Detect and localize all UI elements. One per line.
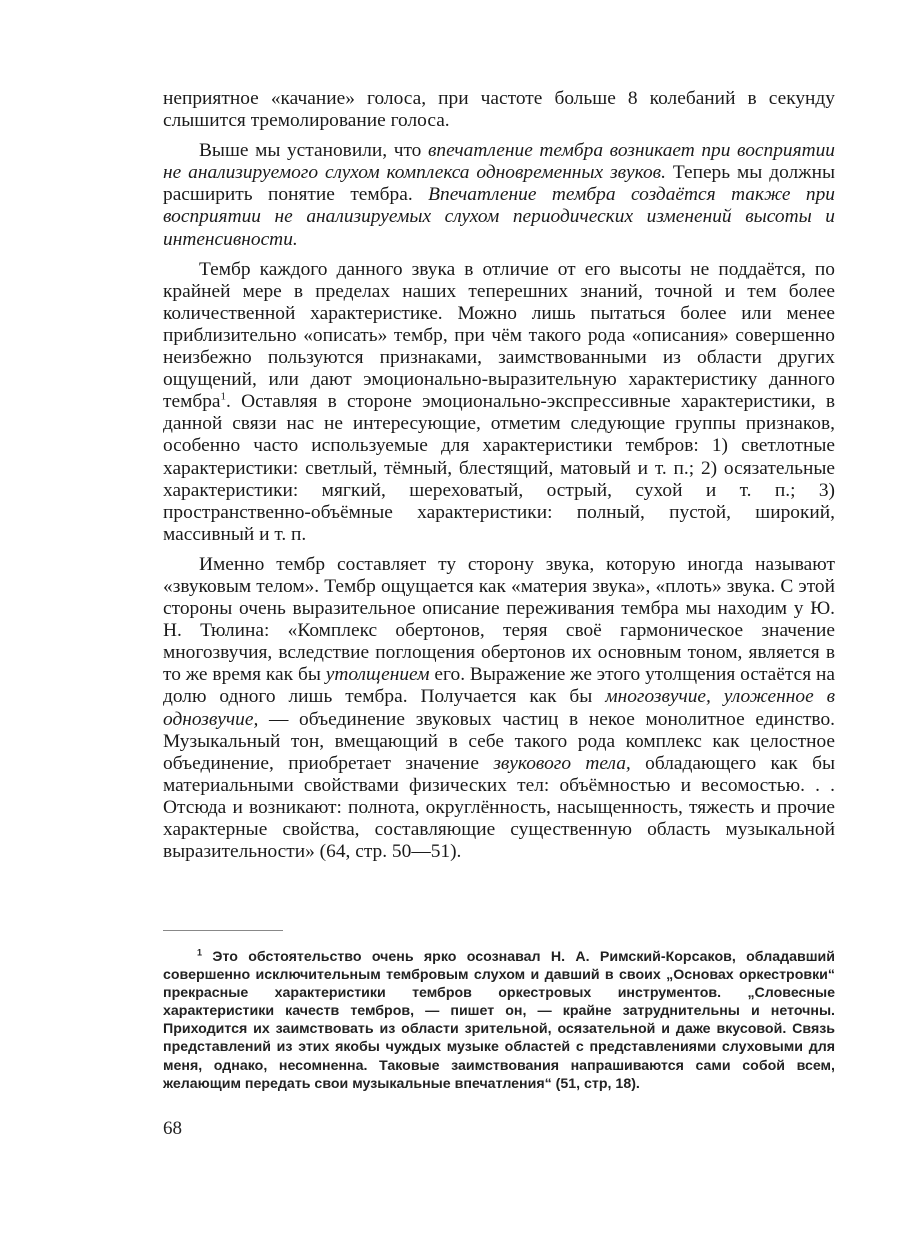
emphasis-text: утолщением — [325, 664, 430, 686]
main-text — [163, 88, 835, 863]
text-run: Выше мы установили, что — [199, 140, 428, 162]
emphasis-text: звукового тела, — [493, 752, 631, 774]
text-run: . Оставляя в стороне эмоционально-экспрессивные характеристики, в данной связи нас не интересующие, отметим следующие группы признаков, особенно часто используемые для характеристики тембров: 1) светлотные характеристики: светлый, тёмный, блестящий, матовый и т. п.; 2) осязательные характеристики: мягкий, шереховатый, острый, сухой и т. п.; 3) пространственно-объёмные характеристики: полный, пустой, широкий, массивный и т. п. — [163, 391, 835, 545]
text-run: Теперь мы должны расширить понятие тембра. — [163, 162, 835, 206]
text-run: его. Выражение же этого утолщения остаётся на долю одного лишь тембра. Получается как бы — [163, 664, 835, 708]
text-run: обладающего как бы материальными свойствами физических тел: объёмностью и весомостью. . . Отсюда и возникают: полнота, округлённость, насыщенность, тяжесть и прочие характерные свойства, составляющие существенную область музыкальной выразительности» (64, стр. 50—51). — [163, 752, 835, 863]
text-run: — объединение звуковых частиц в некое монолитное единство. Музыкальный тон, вмещающий в себе такого рода комплекс как целостное объединение, приобретает значение — [163, 708, 835, 774]
paragraph — [163, 140, 835, 250]
emphasis-text: многозвучие, уложенное в однозвучие, — [163, 686, 835, 730]
footnote-text: Это обстоятельство очень ярко осознавал Н. А. Римский-Корсаков, обладавший совершенно исключительным тембровым слухом и давший в своих „Основах оркестровки“ прекрасные характеристики тембров оркестровых инструментов. „Словесные характеристики качеств тембров, — пишет он, — крайне затруднительны и неточны. Приходится их заимствовать из области зрительной, осязательной и даже вкусовой. Связь представлений из этих якобы чуждых музыке областей с представлениями слуховыми для меня, однако, несомненна. Таковые заимствования напрашиваются сами собой всем, желающим передать свои музыкальные впечатления“ (51, стр, 18). — [163, 949, 835, 1092]
page-number: 68 — [163, 1118, 182, 1139]
text-run: неприятное «качание» голоса, при частоте больше 8 колебаний в секунду слышится тремолирование голоса. — [163, 88, 835, 132]
footnote-marker: 1 — [197, 947, 203, 958]
paragraph — [163, 88, 835, 132]
text-run: Тембр каждого данного звука в отличие от его высоты не поддаётся, по крайней мере в пределах наших теперешних знаний, точной и тем более количественной характеристике. Можно лишь пытаться более или менее приблизительно «описать» тембр, при чём такого рода «описания» совершенно неизбежно пользуются признаками, заимствованными из области других ощущений, или дают эмоционально-выразительную характеристику данного тембра — [163, 258, 835, 413]
text-run: Именно тембр составляет ту сторону звука, которую иногда называют «звуковым телом». Тембр ощущается как «материя звука», «плоть» звука. С этой стороны очень выразительное описание переживания тембра мы находим у Ю. Н. Тюлина: «Комплекс обертонов, теряя своё гармоническое значение многозвучия, вследствие поглощения обертонов их основным тоном, является в то же время как бы — [163, 553, 835, 686]
footnote — [163, 948, 835, 1093]
footnote-reference: 1 — [220, 390, 227, 403]
footnote-divider — [163, 930, 283, 931]
emphasis-text: Впечатление тембра создаётся также при восприятии не анализируемых слухом периодических изменений высоты и интенсивности. — [163, 184, 835, 250]
paragraph — [163, 259, 835, 546]
paragraph — [163, 554, 835, 863]
emphasis-text: впечатление тембра возникает при восприятии не анализируемого слухом комплекса одновременных звуков. — [163, 140, 835, 184]
